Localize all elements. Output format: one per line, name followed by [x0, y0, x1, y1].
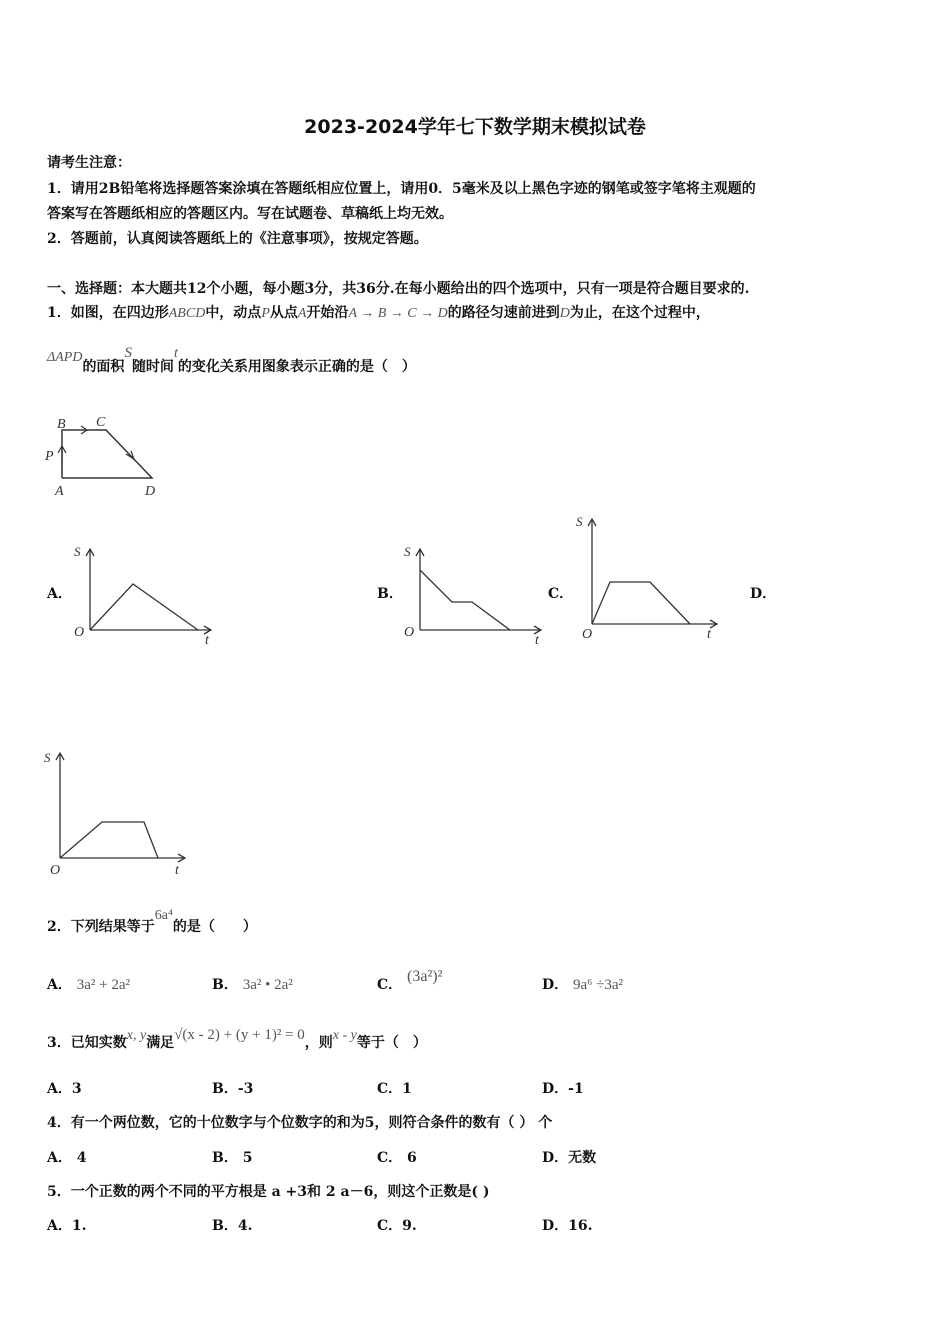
q1-stem-line2	[47, 345, 416, 376]
page-title: 2023-2024学年七下数学期末模拟试卷	[304, 116, 646, 138]
q5-option-c: C．9.	[377, 1218, 417, 1234]
notice-line-1b: 答案写在答题纸相应的答题区内。写在试题卷、草稿纸上均无效。	[47, 206, 453, 222]
q1-option-b-label: B．	[377, 586, 403, 602]
notice-line-1: 1．请用2B铅笔将选择题答案涂填在答题纸相应位置上，请用0．5毫米及以上黑色字迹的钢笔或签字笔将主观题的	[47, 181, 756, 197]
graph-line	[420, 570, 510, 630]
q3-option-c: C．1	[377, 1081, 412, 1097]
axis-t-label: t	[535, 633, 539, 648]
quadrilateral-outline	[62, 430, 152, 478]
q1-option-c-label: C．	[548, 586, 574, 602]
q1-stem	[47, 302, 710, 322]
q2-option-b-expr: 3a² • 2a²	[242, 977, 293, 993]
q2-option-c-label: C．	[377, 977, 403, 993]
axis-s-label: S	[404, 544, 411, 559]
q5-option-b: B．4.	[212, 1218, 253, 1234]
q1-text: 随时间	[131, 359, 174, 375]
notice-line-2: 2．答题前，认真阅读答题纸上的《注意事项》，按规定答题。	[47, 231, 428, 247]
q2-option-c-expr: (3a²)²	[407, 968, 443, 985]
q4-option-c: C． 6	[377, 1150, 417, 1166]
label-c: C	[96, 415, 106, 430]
q2-text: 2．下列结果等于	[47, 919, 155, 935]
q1-text: 的路径匀速前进到	[447, 305, 560, 321]
q3-text: 等于（ ）	[356, 1035, 427, 1051]
q5-option-a: A．1.	[47, 1218, 87, 1234]
graph-line	[60, 822, 158, 858]
q1-var-p: P	[261, 306, 270, 321]
section-heading: 一、选择题：本大题共12个小题，每小题3分，共36分.在每小题给出的四个选项中，只有一项是符合题目要求的.	[47, 281, 750, 297]
q3-vars: x, y	[126, 1028, 147, 1043]
q1-triangle: ΔAPD	[47, 350, 83, 365]
axis-t-label: t	[175, 863, 179, 878]
q3-text: 满足	[146, 1035, 175, 1051]
q1-text: 从点	[269, 305, 298, 321]
q2-option-b-label: B．	[212, 977, 238, 993]
axis-origin-label: O	[74, 625, 85, 640]
axis-s-label: S	[44, 750, 51, 765]
q1-text: 中，动点	[205, 305, 262, 321]
q2-option-d-label: D．	[542, 977, 569, 993]
axis-origin-label: O	[50, 863, 61, 878]
label-p: P	[45, 449, 54, 464]
q4-option-b: B． 5	[212, 1150, 253, 1166]
q3-text: 3．已知实数	[47, 1035, 127, 1051]
q1-var-a: A	[297, 306, 307, 321]
q1-var-d: D	[559, 306, 570, 321]
q5-option-d: D．16.	[542, 1218, 593, 1234]
q3-option-a: A．3	[47, 1081, 82, 1097]
axis-origin-label: O	[582, 627, 593, 642]
axis-s-label: S	[74, 544, 81, 559]
q5-stem: 5．一个正数的两个不同的平方根是 a +3和 2 a－6，则这个正数是( )	[47, 1184, 490, 1200]
q1-option-a-label: A．	[47, 586, 72, 602]
q2-option-a-label: A．	[47, 977, 72, 993]
graph-line	[592, 582, 690, 624]
axis-t-label: t	[205, 633, 209, 648]
q2-option-d	[542, 974, 623, 994]
q1-graph-d	[40, 746, 200, 878]
q3-option-d: D．-1	[542, 1081, 584, 1097]
q3-option-b: B．-3	[212, 1081, 254, 1097]
axis-origin-label: O	[404, 625, 415, 640]
label-a: A	[55, 484, 64, 499]
q1-quadrilateral-figure	[40, 408, 170, 503]
q1-text: 1．如图，在四边形	[47, 305, 169, 321]
q1-option-d-label: D．	[750, 586, 777, 602]
q1-text: 的面积	[82, 359, 125, 375]
q1-var-t: t	[173, 346, 178, 361]
q2-option-b	[212, 974, 293, 994]
q4-option-a: A． 4	[47, 1150, 87, 1166]
q3-stem	[47, 1027, 427, 1052]
q3-condition: √(x - 2) + (y + 1)² = 0	[174, 1027, 305, 1043]
label-d: D	[145, 484, 156, 499]
q1-graph-a	[70, 542, 220, 650]
q2-option-a-expr: 3a² + 2a²	[76, 977, 131, 993]
q4-stem: 4．有一个两位数，它的十位数字与个位数字的和为5，则符合条件的数有（ ） 个	[47, 1115, 553, 1131]
q1-text: 开始沿	[306, 305, 349, 321]
q1-graph-b	[400, 542, 550, 650]
q1-text: 为止，在这个过程中，	[569, 305, 710, 321]
q1-path: A → B → C → D	[348, 306, 448, 321]
q2-text: 的是（ ）	[172, 919, 257, 935]
q1-graph-c	[570, 512, 730, 644]
q1-abcd: ABCD	[168, 306, 206, 321]
q1-text: 的变化关系用图象表示正确的是（ ）	[177, 359, 416, 375]
axis-t-label: t	[707, 627, 711, 642]
q4-option-d: D．无数	[542, 1150, 597, 1166]
axis-s-label: S	[576, 514, 583, 529]
q3-text: ，则	[304, 1035, 333, 1051]
q2-expression: 6a⁴	[154, 908, 173, 923]
q2-stem	[47, 908, 257, 936]
q3-expression: x - y	[332, 1028, 357, 1043]
q1-var-s: S	[124, 345, 132, 361]
notice-heading: 请考生注意：	[47, 155, 131, 171]
q2-option-c	[377, 968, 443, 994]
q2-option-d-expr: 9a⁶ ÷3a²	[573, 977, 624, 993]
label-b: B	[57, 417, 66, 432]
graph-line	[90, 584, 198, 630]
q2-option-a	[47, 974, 130, 994]
